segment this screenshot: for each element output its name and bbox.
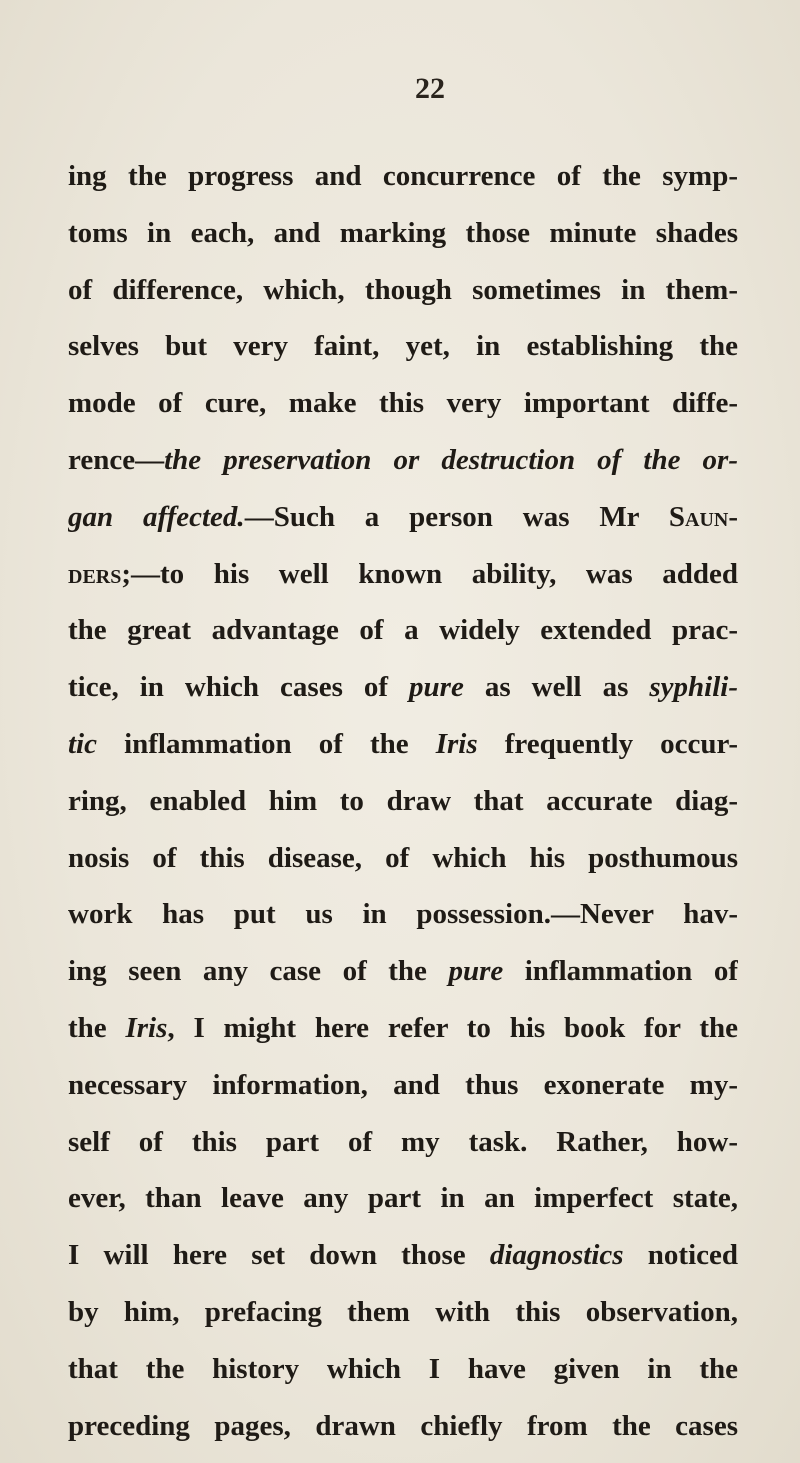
text-segment: preceding pages, drawn chiefly from the cases	[68, 1409, 738, 1442]
small-caps-text: Saun-	[668, 500, 738, 533]
text-line	[68, 375, 738, 432]
text-line	[68, 489, 738, 546]
text-line	[68, 886, 738, 943]
text-segment: as well as	[463, 671, 650, 704]
text-line	[68, 205, 738, 262]
text-segment: , I might here refer to his book for the	[167, 1011, 738, 1044]
text-segment: that the history which I have given in the	[68, 1352, 738, 1385]
text-segment: self of this part of my task. Rather, how-	[68, 1125, 738, 1158]
text-line	[68, 830, 738, 887]
text-line	[68, 1227, 738, 1284]
text-segment: selves but very faint, yet, in establishing the	[68, 330, 738, 363]
text-segment: rence—	[68, 443, 165, 476]
text-line	[68, 1398, 738, 1455]
text-line	[68, 1170, 738, 1227]
italic-text: the preservation or destruction of the or-	[164, 443, 738, 476]
body-text	[68, 148, 738, 1454]
text-segment: ever, than leave any part in an imperfect state,	[68, 1182, 738, 1215]
text-line	[68, 1114, 738, 1171]
text-segment: nosis of this disease, of which his posthumous	[68, 841, 738, 874]
italic-text: diagnostics	[489, 1239, 624, 1272]
text-line	[68, 716, 738, 773]
text-line	[68, 1057, 738, 1114]
text-segment: toms in each, and marking those minute shades	[68, 216, 738, 249]
text-segment: I will here set down those	[68, 1239, 490, 1272]
italic-text: syphili-	[649, 671, 738, 704]
text-line	[68, 1000, 738, 1057]
text-line	[68, 546, 738, 603]
text-line	[68, 602, 738, 659]
page-number: 22	[415, 72, 445, 105]
text-segment: inflammation of	[503, 955, 738, 988]
text-line	[68, 318, 738, 375]
small-caps-text: ders	[68, 557, 122, 590]
text-line	[68, 262, 738, 319]
text-segment: the great advantage of a widely extended prac-	[68, 614, 738, 647]
text-segment: the	[68, 1011, 126, 1044]
text-line	[68, 659, 738, 716]
text-segment: ing the progress and concurrence of the symp-	[68, 160, 738, 192]
text-segment: ing seen any case of the	[68, 955, 449, 988]
text-line	[68, 432, 738, 489]
text-segment: —Such a person was Mr	[244, 500, 669, 533]
italic-text: Iris	[125, 1011, 168, 1044]
text-segment: ring, enabled him to draw that accurate diag-	[68, 784, 738, 817]
text-segment: noticed	[623, 1239, 738, 1272]
italic-text: pure	[448, 955, 504, 988]
text-segment: ;—to his well known ability, was added	[121, 557, 738, 590]
text-segment: necessary information, and thus exonerate my-	[68, 1068, 738, 1101]
text-segment: frequently occur-	[477, 727, 738, 760]
text-segment: mode of cure, make this very important diffe-	[68, 387, 738, 420]
text-segment: of difference, which, though sometimes in them-	[68, 273, 738, 306]
text-segment: tice, in which cases of	[68, 671, 410, 704]
text-line	[68, 1341, 738, 1398]
italic-text: pure	[409, 671, 464, 704]
text-segment: by him, prefacing them with this observation,	[68, 1295, 738, 1328]
italic-text: tic	[68, 727, 97, 760]
text-line	[68, 773, 738, 830]
text-segment: inflammation of the	[97, 727, 436, 760]
italic-text: gan affected.	[68, 500, 245, 533]
text-line	[68, 943, 738, 1000]
text-segment: work has put us in possession.—Never hav-	[68, 898, 738, 931]
text-line	[68, 148, 738, 205]
italic-text: Iris	[435, 727, 478, 760]
text-line	[68, 1284, 738, 1341]
